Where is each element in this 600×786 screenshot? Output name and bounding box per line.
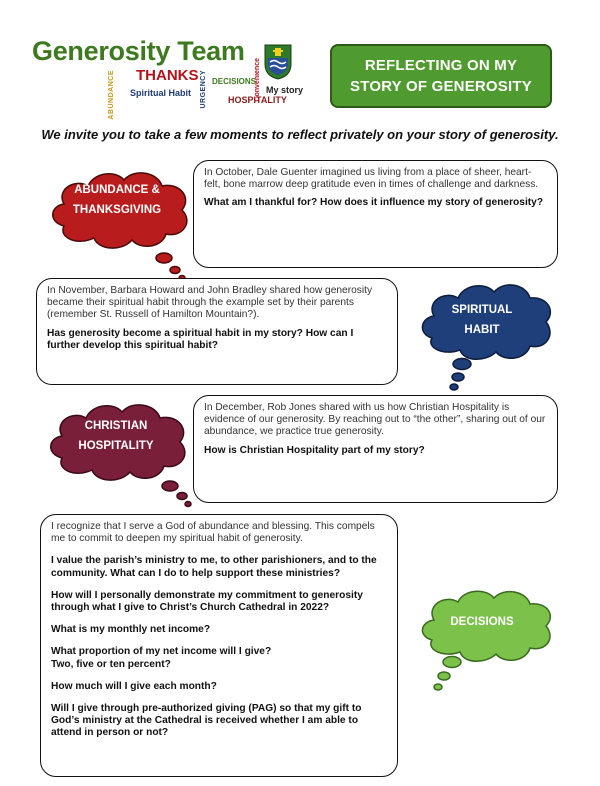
logo-word-spiritual-habit: Spiritual Habit	[130, 88, 192, 98]
logo-word-my-story: My story	[266, 85, 304, 95]
logo-word-urgency: URGENCY	[200, 70, 207, 109]
decision-question: How will I personally demonstrate my commitment to generosity through what I give to Christ’s Church Cathedral in 2022?	[51, 589, 363, 614]
cathedral-crest-icon	[264, 44, 292, 80]
decision-question-line: Two, five or ten percent?	[51, 658, 171, 670]
decision-question-line: What proportion of my net income will I give?	[51, 646, 272, 658]
decisions-intro: I recognize that I serve a God of abundance and blessing. This compels me to commit to deepen my spiritual habit of generosity.	[51, 521, 375, 545]
cloud-label-line-2: THANKSGIVING	[72, 204, 162, 216]
page-title-line-1: REFLECTING ON MY	[364, 57, 518, 74]
decision-question: Will I give through pre-authorized giving (PAG) so that my gift to God’s ministry at the Cathedral is received whether I am able to attend in person or not?	[51, 703, 362, 739]
cloud-label-line-1: CHRISTIAN	[84, 420, 148, 432]
decision-question: What is my monthly net income?	[51, 624, 211, 636]
abundance-reflection-box	[193, 160, 558, 268]
section-question: Has generosity become a spiritual habit in my story? How can I further develop this spiritual habit?	[47, 327, 354, 351]
decision-question: How much will I give each month?	[51, 680, 217, 692]
logo-word-thanks: THANKS	[136, 67, 199, 84]
spiritual-habit-label	[418, 300, 546, 340]
page-title-line-2: STORY OF GENEROSITY	[350, 78, 532, 95]
hospitality-reflection-box	[193, 395, 558, 503]
abundance-thanksgiving-label	[52, 180, 182, 220]
cloud-label-line-2: HABIT	[464, 324, 500, 336]
decision-question	[51, 646, 387, 670]
logo-word-decisions: DECISIONS	[212, 77, 257, 86]
section-text: In October, Dale Guenter imagined us living from a place of sheer, heart-felt, bone marrow deep gratitude even in times of challenge and darkness.	[204, 167, 539, 191]
section-text: In December, Rob Jones shared with us how Christian Hospitality is evidence of our generosity. By reaching out to “the other”, sharing out of our abundance, we practice true generosity.	[204, 402, 546, 438]
christian-hospitality-label	[50, 416, 182, 456]
cloud-label-line-1: SPIRITUAL	[451, 304, 513, 316]
decision-question: I value the parish’s ministry to me, to other parishioners, and to the community. What can I do to help support these ministries?	[51, 555, 377, 579]
section-text: In November, Barbara Howard and John Bradley shared how generosity became their spiritual habit through the example set by their parents (remember St. Russell of Hamilton Mountain?).	[47, 285, 373, 321]
section-question: What am I thankful for? How does it influence my story of generosity?	[204, 197, 544, 209]
decisions-label: DECISIONS	[450, 616, 514, 628]
logo-word-convenience: Convenience	[254, 58, 261, 102]
decisions-cloud-icon	[414, 590, 554, 694]
cloud-label-line-2: HOSPITALITY	[78, 440, 154, 452]
logo-word-abundance: ABUNDANCE	[108, 70, 115, 120]
decisions-box	[40, 514, 398, 777]
intro-text: We invite you to take a few moments to reflect privately on your story of generosity.	[41, 127, 559, 142]
logo-title: Generosity Team	[32, 36, 245, 66]
spiritual-habit-reflection-box	[36, 278, 398, 385]
logo-word-hospitality: HOSPITALITY	[228, 95, 287, 105]
page-title-box	[330, 44, 552, 108]
section-question: How is Christian Hospitality part of my story?	[204, 444, 425, 456]
cloud-label-line-1: ABUNDANCE &	[74, 184, 160, 196]
